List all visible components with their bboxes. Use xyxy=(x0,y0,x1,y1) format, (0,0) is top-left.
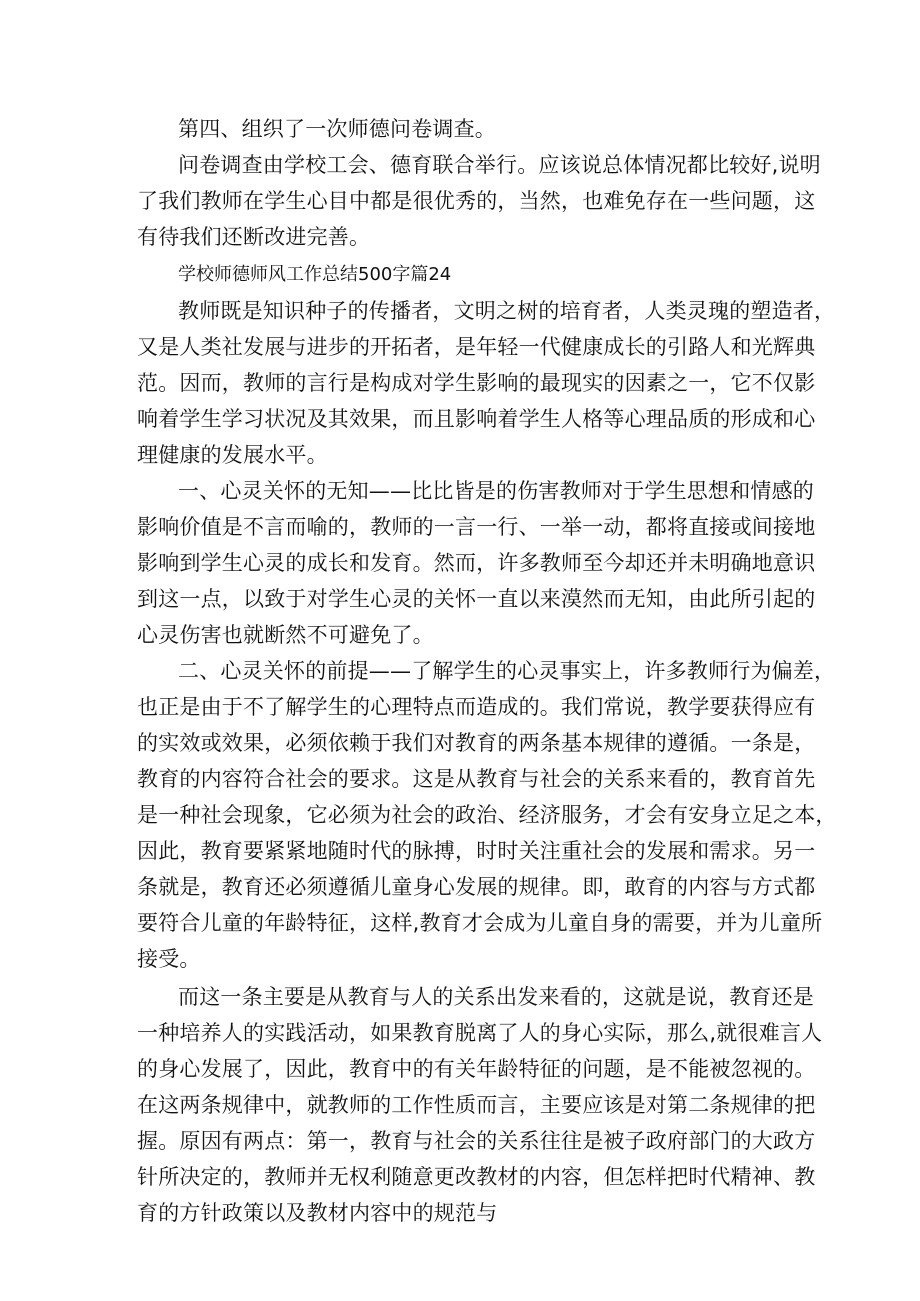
paragraph-line: 针所决定的，教师并无权利随意更改教材的内容，但怎样把时代精神、教 xyxy=(137,1165,816,1189)
paragraph-line: 教育的内容符合社会的要求。这是从教育与社会的关系来看的，教育首先 xyxy=(137,767,816,791)
paragraph-line: 握。原因有两点：第一，教育与社会的关系往往是被子政府部门的大政方 xyxy=(137,1129,816,1153)
paragraph-line: 到这一点，以致于对学生心灵的关怀一直以来漠然而无知，由此所引起的 xyxy=(137,587,816,611)
paragraph-line: 范。因而，教师的言行是构成对学生影响的最现实的因素之一，它不仅影 xyxy=(137,371,816,395)
paragraph-line: 条就是，教育还必须遵循儿童身心发展的规律。即，敢育的内容与方式都 xyxy=(137,875,816,899)
section-heading: 学校师德师风工作总结500字篇24 xyxy=(178,264,452,285)
paragraph-line: 一种培养人的实践活动，如果教育脱离了人的身心实际，那么,就很难言人 xyxy=(137,1021,823,1045)
paragraph-line: 了我们教师在学生心目中都是很优秀的，当然，也难免存在一些问题，这 xyxy=(137,189,816,213)
paragraph-line: 影响价值是不言而喻的，教师的一言一行、一举一动，都将直接或间接地 xyxy=(137,515,816,539)
paragraph-line: 育的方针政策以及教材内容中的规范与 xyxy=(137,1201,498,1225)
paragraph-line: 心灵伤害也就断然不可避免了。 xyxy=(137,623,434,647)
paragraph-line: 影响到学生心灵的成长和发育。然而，许多教师至今却还并未明确地意识 xyxy=(137,551,816,575)
paragraph-line: 是一种社会现象，它必须为社会的政治、经济服务，才会有安身立足之本， xyxy=(137,803,837,827)
paragraph-line: 又是人类社发展与进步的开拓者，是年轻一代健康成长的引路人和光辉典 xyxy=(137,335,816,359)
paragraph-line: 的身心发展了，因此，教育中的有关年龄特征的问题，是不能被忽视的。 xyxy=(137,1057,816,1081)
paragraph-line: 在这两条规律中，就教师的工作性质而言，主要应该是对第二条规律的把 xyxy=(137,1093,816,1117)
paragraph-line: 理健康的发展水平。 xyxy=(137,443,328,467)
paragraph-line: 问卷调查由学校工会、德育联合举行。应该说总体情况都比较好,说明 xyxy=(178,153,821,177)
paragraph-line: 而这一条主要是从教育与人的关系出发来看的，这就是说，教育还是 xyxy=(178,985,814,1009)
paragraph-line: 也正是由于不了解学生的心理特点而造成的。我们常说，教学要获得应有 xyxy=(137,695,816,719)
paragraph-line: 响着学生学习状况及其效果，而且影响着学生人格等心理品质的形成和心 xyxy=(137,407,816,431)
paragraph-line: 第四、组织了一次师德问卷调查。 xyxy=(178,117,496,141)
paragraph-line: 因此，教育要紧紧地随时代的脉搏，时时关注重社会的发展和需求。另一 xyxy=(137,839,816,863)
paragraph-line: 的实效或效果，必须依赖于我们对教育的两条基本规律的遵循。一条是， xyxy=(137,731,816,755)
paragraph-line: 要符合儿童的年龄特征，这样,教育才会成为儿童自身的需要，并为儿童所 xyxy=(137,911,823,935)
paragraph-line: 二、心灵关怀的前提——了解学生的心灵事实上，许多教师行为偏差， xyxy=(178,659,836,683)
paragraph-line: 有待我们还断改进完善。 xyxy=(137,225,371,249)
paragraph-line: 教师既是知识种子的传播者，文明之树的培育者，人类灵瑰的塑造者， xyxy=(178,299,836,323)
paragraph-line: 一、心灵关怀的无知——比比皆是的伤害教师对于学生思想和情感的 xyxy=(178,479,814,503)
paragraph-line: 接受。 xyxy=(137,947,201,971)
